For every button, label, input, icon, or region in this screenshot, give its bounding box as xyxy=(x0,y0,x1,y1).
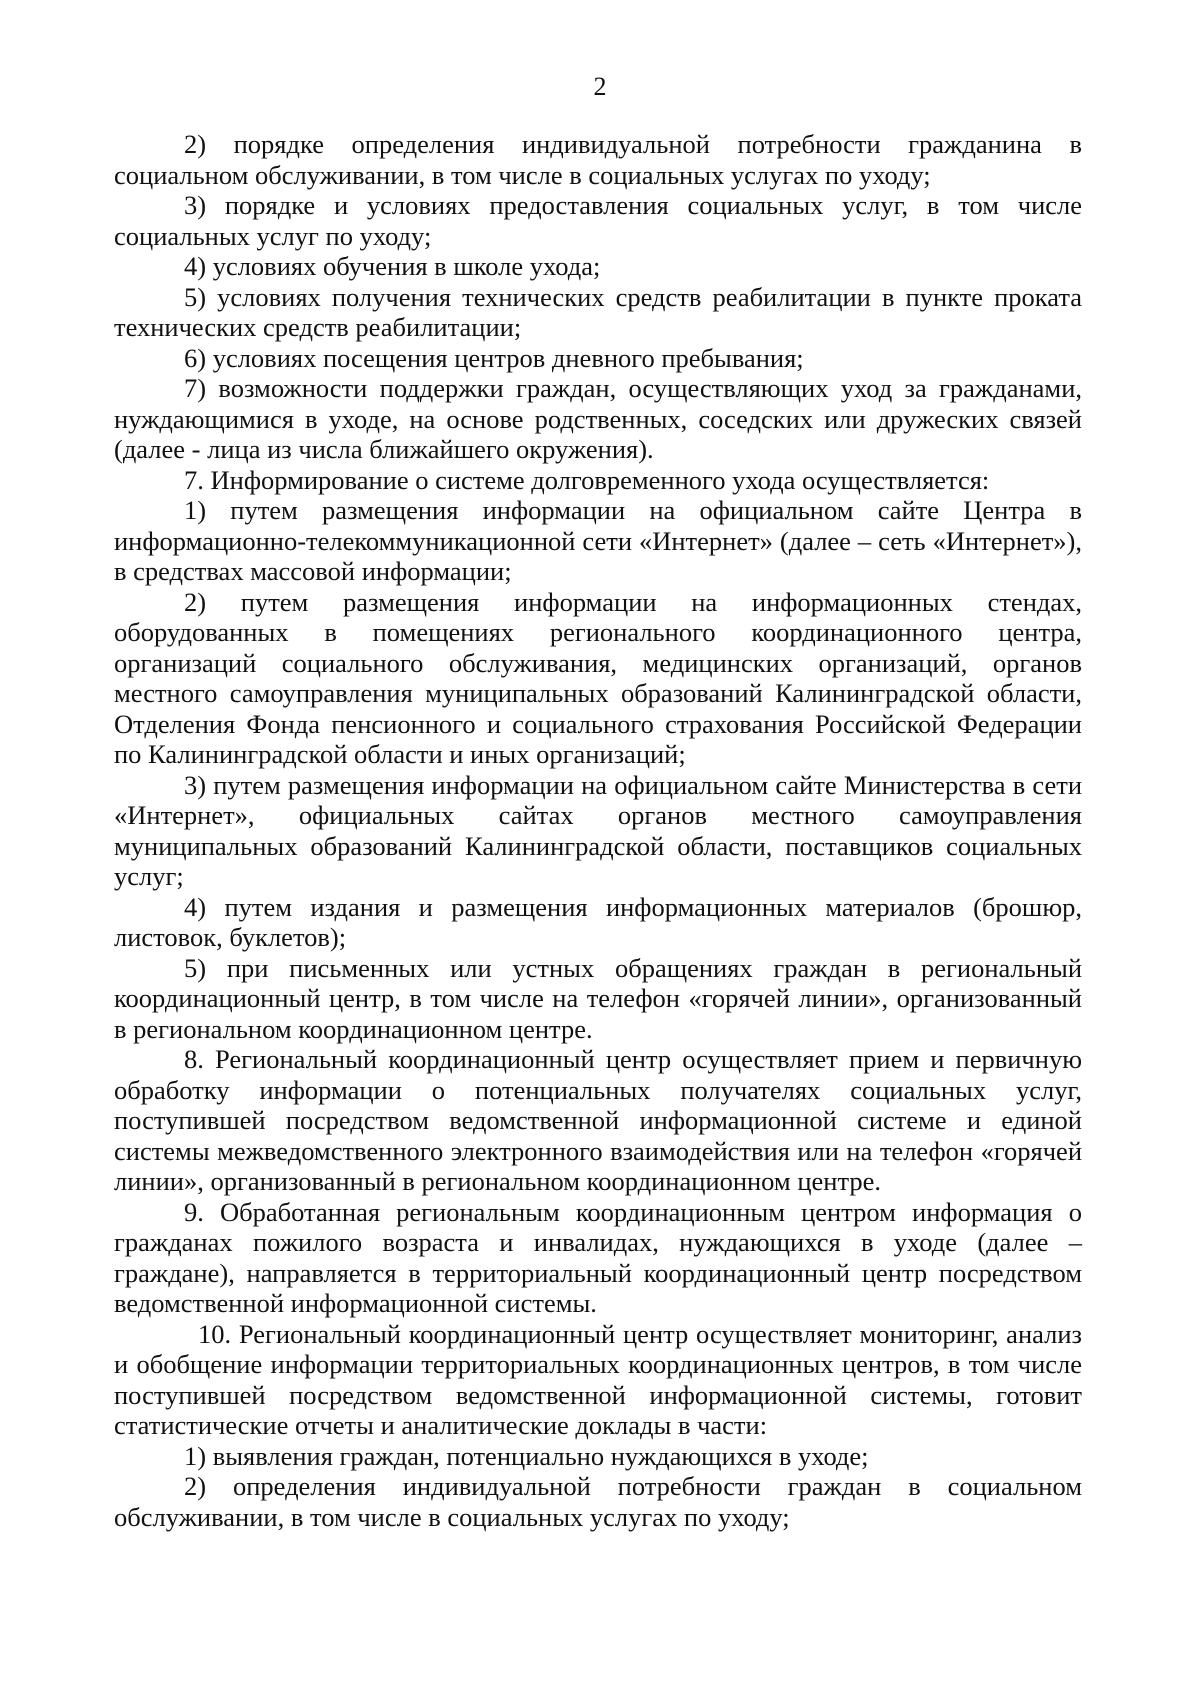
paragraph: 5) при письменных или устных обращениях граждан в региональный координационный центр, в том числе на телефон «горячей линии», организованный в региональном координационном центре. xyxy=(114,952,1082,1044)
paragraph: 3) путем размещения информации на официальном сайте Министерства в сети «Интернет», официальных сайтах органов местного самоуправления муниципальных образований Калининградской области, поставщиков социальных услуг; xyxy=(114,769,1082,891)
paragraph: 1) путем размещения информации на официальном сайте Центра в информационно-телекоммуникационной сети «Интернет» (далее – сеть «Интернет»), в средствах массовой информации; xyxy=(114,495,1082,586)
paragraph: 7) возможности поддержки граждан, осуществляющих уход за гражданами, нуждающимися в уходе, на основе родственных, соседских или дружеских связей (далее - лица из числа ближайшего окружения). xyxy=(114,373,1082,464)
document-body xyxy=(114,129,1082,1532)
page-number: 2 xyxy=(593,72,607,101)
paragraph: 8. Региональный координационный центр осуществляет прием и первичную обработку информации о потенциальных получателях социальных услуг, поступившей посредством ведомственной информационной системе и единой системы межведомственного электронного взаимодействия или на телефон «горячей линии», организованный в региональном координационном центре. xyxy=(114,1044,1082,1196)
paragraph: 3) порядке и условиях предоставления социальных услуг, в том числе социальных услуг по уходу; xyxy=(114,190,1082,251)
paragraph: 1) выявления граждан, потенциально нуждающихся в уходе; xyxy=(184,1440,869,1471)
paragraph: 7. Информирование о системе долговременного ухода осуществляется: xyxy=(184,464,990,495)
paragraph: 4) путем издания и размещения информационных материалов (брошюр, листовок, буклетов); xyxy=(114,891,1082,952)
paragraph: 2) путем размещения информации на информационных стендах, оборудованных в помещениях регионального координационного центра, организаций социального обслуживания, медицинских организаций, органов местного самоуправления муниципальных образований Калининградской области, Отделения Фонда пенсионного и социального страхования Российской Федерации по Калининградской области и иных организаций; xyxy=(114,586,1082,769)
paragraph: 4) условиях обучения в школе ухода; xyxy=(184,251,601,281)
paragraph: 2) определения индивидуальной потребности граждан в социальном обслуживании, в том числе в социальных услугах по уходу; xyxy=(114,1471,1082,1532)
paragraph: 6) условиях посещения центров дневного пребывания; xyxy=(184,342,804,373)
paragraph: 2) порядке определения индивидуальной потребности гражданина в социальном обслуживании, в том числе в социальных услугах по уходу; xyxy=(114,129,1082,190)
paragraph: 10. Региональный координационный центр осуществляет мониторинг, анализ и обобщение информации территориальных координационных центров, в том числе поступившей посредством ведомственной информационной системы, готовит статистические отчеты и аналитические доклады в части: xyxy=(114,1318,1082,1440)
paragraph: 9. Обработанная региональным координационным центром информация о гражданах пожилого возраста и инвалидах, нуждающихся в уходе (далее – граждане), направляется в территориальный координационный центр посредством ведомственной информационной системы. xyxy=(114,1196,1082,1318)
paragraph: 5) условиях получения технических средств реабилитации в пункте проката технических средств реабилитации; xyxy=(114,281,1082,342)
